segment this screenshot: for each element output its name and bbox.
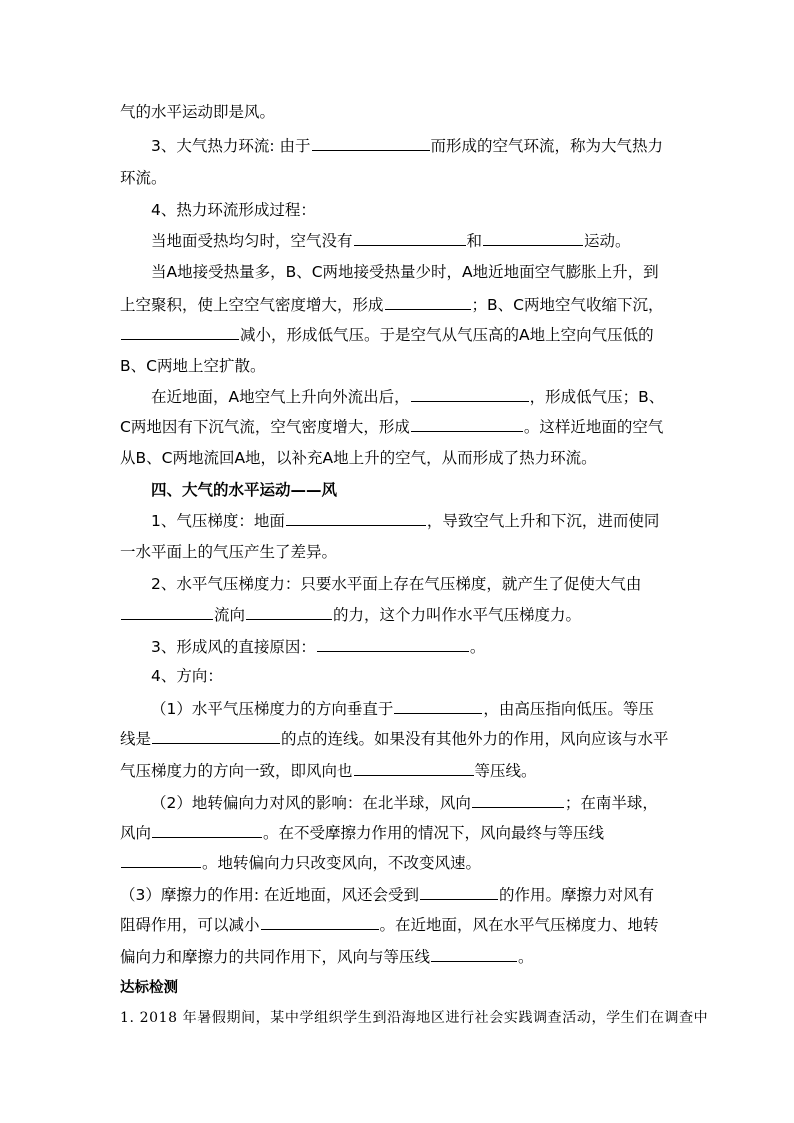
text-line [151, 133, 794, 158]
text-line [151, 228, 794, 253]
text-line [120, 726, 794, 751]
text-segment: 上空聚积，使上空空气密度增大，形成 [120, 296, 384, 314]
text-segment: 气的水平运动即是风。 [120, 103, 276, 121]
text-line [151, 664, 794, 688]
fill-blank [121, 322, 239, 340]
text-segment: 的力，这个力叫作水平气压梯度力。 [333, 606, 582, 624]
text-segment: 和 [466, 232, 483, 250]
text-line [120, 850, 794, 875]
text-segment: ；在南半球， [564, 794, 658, 812]
question-line [120, 1006, 794, 1030]
text-segment: 。 [518, 948, 534, 966]
text-line [120, 414, 794, 439]
text-segment: （2）地转偏向力对风的影响：在北半球，风向 [151, 794, 471, 812]
text-segment: 1、气压梯度：地面 [151, 512, 285, 530]
text-segment: 阻碍作用，可以减小 [120, 916, 260, 934]
fill-blank [152, 820, 262, 838]
fill-blank [354, 758, 474, 776]
text-line [120, 912, 794, 937]
text-segment: 在近地面，A地空气上升向外流出后， [151, 388, 410, 406]
text-line [120, 292, 794, 317]
text-segment: 2、水平气压梯度力：只要水平面上存在气压梯度，就产生了促使大气由 [151, 575, 642, 593]
text-line [151, 508, 794, 533]
text-segment: 1. 2018 年暑假期间，某中学组织学生到沿海地区进行社会实践调查活动，学生们在调查中 [120, 1010, 709, 1026]
fill-blank [394, 696, 482, 714]
text-segment: 的作用。摩擦力对风有 [499, 886, 655, 904]
fill-blank [312, 133, 430, 151]
text-line [151, 696, 794, 721]
fill-blank [317, 634, 469, 652]
text-segment: 从B、C两地流回A地，以补充A地上升的空气，从而形成了热力环流。 [120, 449, 597, 467]
text-line [120, 758, 794, 783]
text-segment: 风向 [120, 824, 152, 842]
text-segment: 线是 [120, 730, 152, 748]
text-segment: 等压线。 [474, 762, 537, 780]
fill-blank [246, 602, 332, 620]
text-line [120, 820, 794, 845]
fill-blank [385, 292, 471, 310]
text-line [151, 790, 794, 815]
text-segment: 环流。 [120, 169, 167, 187]
text-segment: C两地因有下沉气流，空气密度增大，形成 [120, 418, 410, 436]
text-segment: B、C两地上空扩散。 [120, 357, 266, 375]
text-line [151, 384, 794, 409]
fill-blank [431, 944, 517, 962]
text-line [120, 354, 794, 378]
fill-blank [261, 912, 379, 930]
text-line [120, 166, 794, 190]
fill-blank [354, 228, 466, 246]
text-segment: 3、大气热力环流: 由于 [151, 137, 311, 155]
text-segment: 。在近地面，风在水平气压梯度力、地转 [379, 916, 659, 934]
text-segment: 当A地接受热量多，B、C两地接受热量少时，A地近地面空气膨胀上升，到 [151, 263, 659, 281]
text-line [151, 198, 794, 222]
text-segment: 气压梯度力的方向一致，即风向也 [120, 762, 353, 780]
fill-blank [121, 850, 201, 868]
text-segment: 3、形成风的直接原因： [151, 638, 316, 656]
text-segment: ，由高压指向低压。等压 [483, 700, 654, 718]
fill-blank [483, 228, 583, 246]
text-segment: 减小，形成低气压。于是空气从气压高的A地上空向气压低的 [240, 326, 654, 344]
text-segment: 。在不受摩擦力作用的情况下，风向最终与等压线 [263, 824, 605, 842]
text-segment: （3）摩擦力的作用: 在近地面，风还会受到 [120, 886, 420, 904]
fill-blank [286, 508, 426, 526]
text-line [120, 944, 794, 969]
text-segment: 达标检测 [120, 980, 178, 996]
fill-blank [152, 726, 280, 744]
text-segment: ，导致空气上升和下沉，进而使同 [426, 512, 660, 530]
text-line [120, 322, 794, 347]
text-segment: 4、方向： [151, 667, 223, 685]
text-segment: 4、热力环流形成过程： [151, 201, 316, 219]
text-segment: ，形成低气压；B、 [529, 388, 665, 406]
text-segment: 流向 [214, 606, 246, 624]
text-segment: 。这样近地面的空气 [523, 418, 664, 436]
text-segment: 而形成的空气环流，称为大气热力 [430, 137, 664, 155]
text-line [120, 100, 794, 124]
fill-blank [420, 882, 498, 900]
text-segment: 运动。 [584, 232, 631, 250]
section-heading [120, 976, 794, 1000]
text-line [151, 634, 794, 659]
fill-blank [411, 384, 529, 402]
text-line [120, 882, 794, 907]
text-segment: 偏向力和摩擦力的共同作用下，风向与等压线 [120, 948, 431, 966]
text-segment: 当地面受热均匀时，空气没有 [151, 232, 353, 250]
text-line [151, 260, 794, 284]
section-heading [151, 478, 794, 502]
text-segment: （1）水平气压梯度力的方向垂直于 [151, 700, 394, 718]
text-segment: 一水平面上的气压产生了差异。 [120, 543, 338, 561]
text-segment: 。 [469, 638, 486, 656]
text-segment: ；B、C两地空气收缩下沉， [471, 296, 664, 314]
fill-blank [472, 790, 564, 808]
text-line [120, 602, 794, 627]
text-line [120, 540, 794, 564]
text-line [120, 446, 794, 470]
fill-blank [121, 602, 213, 620]
text-line [151, 572, 794, 596]
fill-blank [411, 414, 523, 432]
text-segment: 的点的连线。如果没有其他外力的作用，风向应该与水平 [281, 730, 669, 748]
text-segment: 四、大气的水平运动——风 [151, 481, 338, 499]
text-segment: 。地转偏向力只改变风向，不改变风速。 [202, 854, 482, 872]
